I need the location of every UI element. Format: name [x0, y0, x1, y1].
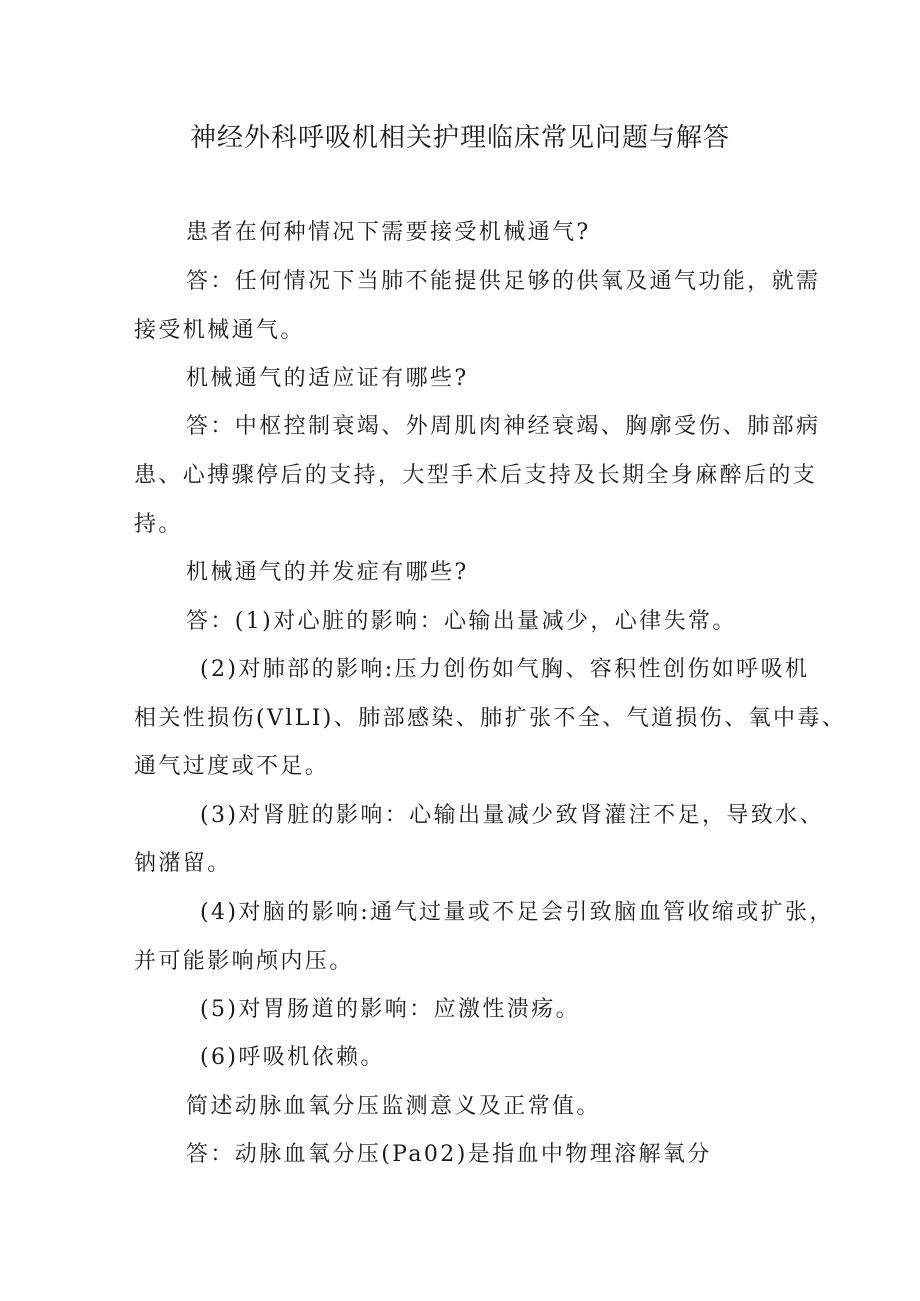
answer-3-item-4-line-1: (4)对脑的影响:通气过量或不足会引致脑血管收缩或扩张， [200, 900, 834, 925]
answer-1-line-2: 接受机械通气。 [134, 318, 305, 343]
answer-3-item-6: (6)呼吸机依赖。 [200, 1045, 385, 1070]
answer-4-line-1: 答：动脉血氧分压(Pa02)是指血中物理溶解氧分 [186, 1142, 712, 1167]
question-3: 机械通气的并发症有哪些? [186, 560, 469, 585]
document-title: 神经外科呼吸机相关护理临床常见问题与解答 [189, 123, 730, 153]
answer-3-item-5: (5)对胃肠道的影响：应激性溃疡。 [200, 997, 580, 1022]
answer-2-line-1: 答：中枢控制衰竭、外周肌肉神经衰竭、胸廓受伤、肺部病 [186, 414, 821, 439]
answer-2-line-3: 持。 [134, 512, 183, 537]
answer-3-item-1: 答：(1)对心脏的影响：心输出量减少，心律失常。 [186, 609, 737, 634]
answer-3-item-3-line-2: 钠潴留。 [134, 851, 232, 876]
answer-1-line-1: 答：任何情况下当肺不能提供足够的供氧及通气功能，就需 [186, 269, 821, 294]
answer-3-item-2-line-2: 相关性损伤(VlLI)、肺部感染、肺扩张不全、气道损伤、氧中毒、 [134, 706, 847, 731]
question-1: 患者在何种情况下需要接受机械通气? [186, 220, 591, 245]
answer-3-item-3-line-1: (3)对肾脏的影响：心输出量减少致肾灌注不足，导致水、 [200, 803, 824, 828]
answer-3-item-2-line-1: (2)对肺部的影响:压力创伤如气胸、容积性创伤如呼吸机 [200, 657, 810, 682]
question-4: 简述动脉血氧分压监测意义及正常值。 [186, 1094, 601, 1119]
answer-3-item-2-line-3: 通气过度或不足。 [134, 754, 330, 779]
answer-3-item-4-line-2: 并可能影响颅内压。 [134, 949, 354, 974]
question-2: 机械通气的适应证有哪些? [186, 366, 469, 391]
answer-2-line-2: 患、心搏骤停后的支持，大型手术后支持及长期全身麻醉后的支 [134, 463, 818, 488]
